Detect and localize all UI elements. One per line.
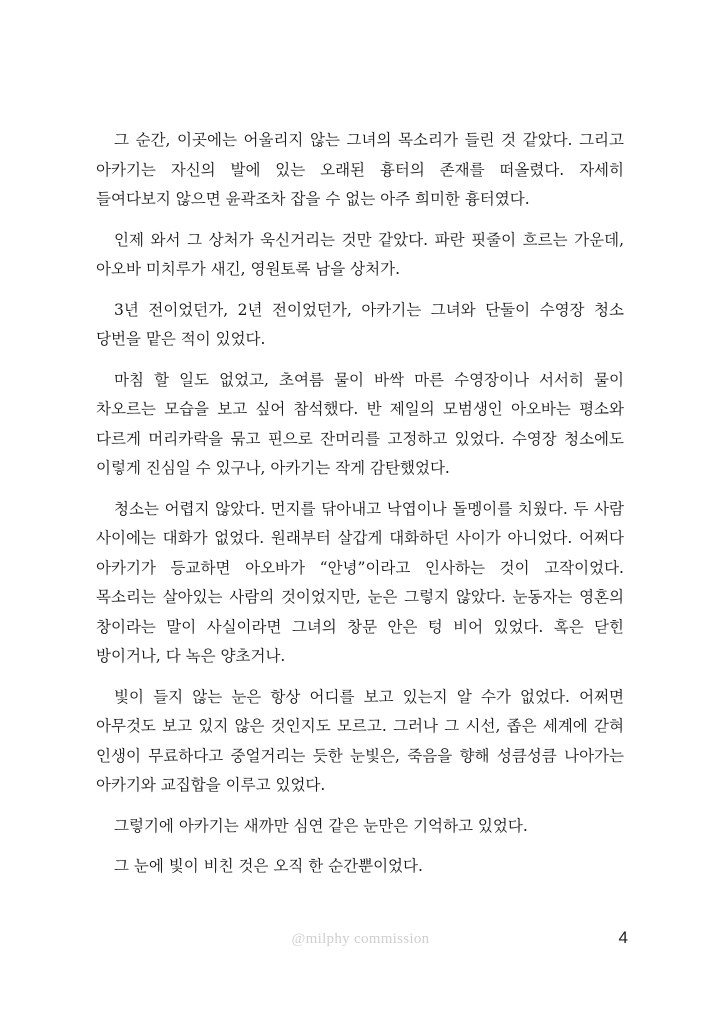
page-number: 4	[618, 928, 628, 947]
paragraph-8: 그 눈에 빛이 비친 것은 오직 한 순간뿐이었다.	[114, 857, 423, 875]
body-text	[96, 126, 624, 893]
paragraph-2: 인제 와서 그 상처가 욱신거리는 것만 같았다. 파란 핏줄이 흐르는 가운데, 아오바 미치루가 새긴, 영원토록 남을 상처가.	[96, 230, 624, 278]
paragraph-1: 그 순간, 이곳에는 어울리지 않는 그녀의 목소리가 들린 것 같았다. 그리고 아카기는 자신의 발에 있는 오래된 흉터의 존재를 떠올렸다. 자세히 들여다보지 않으면 윤곽조차 잡을 수 없는 아주 희미한 흉터였다.	[96, 131, 624, 208]
paragraph-5: 청소는 어렵지 않았다. 먼지를 닦아내고 낙엽이나 돌멩이를 치웠다. 두 사람 사이에는 대화가 없었다. 원래부터 살갑게 대화하던 사이가 아니었다. 어쩌다 아카기가 등교하면 아오바가 “안녕”이라고 인사하는 것이 고작이었다. 목소리는 살아있는 사람의 것이었지만, 눈은 그렇지 않았다. 눈동자는 영혼의 창이라는 말이 사실이라면 그녀의 창문 안은 텅 비어 있었다. 혹은 닫힌 방이거나, 다 녹은 양초거나.	[96, 499, 624, 665]
paragraph-6: 빛이 들지 않는 눈은 항상 어디를 보고 있는지 알 수가 없었다. 어쩌면 아무것도 보고 있지 않은 것인지도 모르고. 그러나 그 시선, 좁은 세계에 갇혀 인생이 무료하다고 중얼거리는 듯한 눈빛은, 죽음을 향해 성큼성큼 나아가는 아카기와 교집합을 이루고 있었다.	[96, 687, 624, 794]
watermark: @milphy commission	[291, 931, 430, 947]
paragraph-3: 3년 전이었던가, 2년 전이었던가, 아카기는 그녀와 단둘이 수영장 청소 당번을 맡은 적이 있었다.	[96, 300, 624, 348]
paragraph-4: 마침 할 일도 없었고, 초여름 물이 바싹 마른 수영장이나 서서히 물이 차오르는 모습을 보고 싶어 참석했다. 반 제일의 모범생인 아오바는 평소와 다르게 머리카락을 묶고 핀으로 잔머리를 고정하고 있었다. 수영장 청소에도 이렇게 진심일 수 있구나, 아카기는 작게 감탄했었다.	[96, 370, 624, 477]
paragraph-7: 그렇기에 아카기는 새까만 심연 같은 눈만은 기억하고 있었다.	[114, 816, 528, 835]
